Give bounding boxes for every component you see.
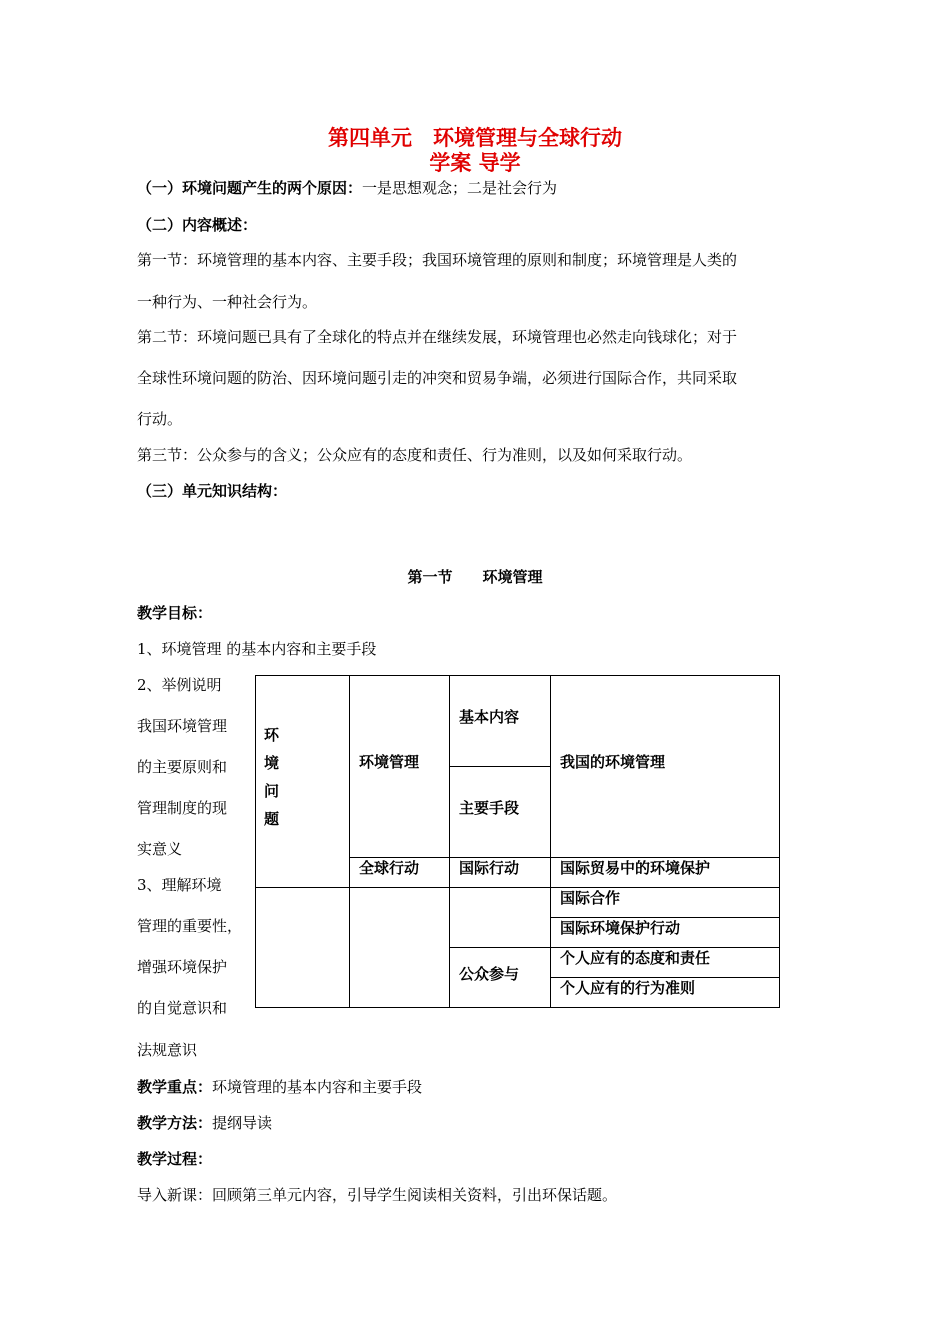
key-point [137, 1076, 422, 1097]
global-action-label: 全球行动 [359, 859, 420, 877]
goal-2-line: 的主要原则和 [137, 758, 228, 776]
public-participation-label: 公众参与 [459, 965, 520, 983]
overview-label: （二）内容概述： [137, 216, 258, 234]
process-label: 教学过程： [137, 1150, 213, 1168]
page-title: 第四单元 环境管理与全球行动 [328, 126, 622, 150]
root-char: 境 [264, 754, 280, 772]
key-point-text: 环境管理的基本内容和主要手段 [212, 1078, 423, 1096]
root-char: 问 [264, 782, 280, 800]
intl-env-action-label: 国际环境保护行动 [560, 919, 681, 937]
method [137, 1112, 272, 1133]
overview-p3: 第三节：公众参与的含义；公众应有的态度和责任、行为准则，以及如何采取行动。 [137, 446, 693, 464]
basic-content-label: 基本内容 [459, 708, 520, 726]
management-label: 环境管理 [359, 753, 420, 771]
goal-2-line: 管理制度的现 [137, 799, 228, 817]
causes-text: 一是思想观念；二是社会行为 [362, 179, 558, 197]
international-action-label: 国际行动 [459, 859, 520, 877]
page-subtitle: 学案 导学 [429, 151, 521, 175]
empty-box [449, 887, 551, 948]
goal-3-line: 的自觉意识和 [137, 999, 228, 1017]
causes-label: （一）环境问题产生的两个原因： [137, 179, 363, 197]
main-means-label: 主要手段 [459, 799, 520, 817]
goal-2-line: 实意义 [137, 840, 183, 858]
key-point-label: 教学重点： [137, 1078, 213, 1096]
method-text: 提纲导读 [212, 1114, 273, 1132]
lesson-intro: 导入新课：回顾第三单元内容，引导学生阅读相关资料，引出环保话题。 [137, 1186, 618, 1204]
empty-box [349, 887, 450, 1008]
goal-3-tail: 法规意识 [137, 1041, 198, 1059]
root-char: 环 [264, 726, 280, 744]
china-management-label: 我国的环境管理 [560, 753, 666, 771]
section-heading: 第一节 环境管理 [407, 568, 543, 586]
goal-1: 1、环境管理 的基本内容和主要手段 [137, 640, 377, 658]
overview-p2a: 第二节：环境问题已具有了全球化的特点并在继续发展，环境管理也必然走向钱球化；对于 [137, 328, 738, 346]
trade-protection-label: 国际贸易中的环境保护 [560, 859, 711, 877]
root-char: 题 [264, 810, 280, 828]
empty-box [255, 887, 350, 1008]
goal-2-line: 2、举例说明 [137, 676, 222, 694]
cooperation-label: 国际合作 [560, 889, 621, 907]
attitude-label: 个人应有的态度和责任 [560, 949, 711, 967]
structure-label: （三）单元知识结构： [137, 482, 288, 500]
goal-3-line: 3、理解环境 [137, 876, 222, 894]
goal-3-line: 增强环境保护 [137, 958, 228, 976]
overview-p1a: 第一节：环境管理的基本内容、主要手段；我国环境管理的原则和制度；环境管理是人类的 [137, 251, 738, 269]
overview-p1b: 一种行为、一种社会行为。 [137, 293, 318, 311]
section-causes [137, 177, 557, 198]
goals-label: 教学目标： [137, 604, 213, 622]
conduct-label: 个人应有的行为准则 [560, 979, 696, 997]
goal-3-line: 管理的重要性， [137, 917, 243, 935]
method-label: 教学方法： [137, 1114, 213, 1132]
overview-p2c: 行动。 [137, 410, 183, 428]
overview-p2b: 全球性环境问题的防治、因环境问题引走的冲突和贸易争端，必须进行国际合作，共同采取 [137, 369, 738, 387]
goal-2-line: 我国环境管理 [137, 717, 228, 735]
